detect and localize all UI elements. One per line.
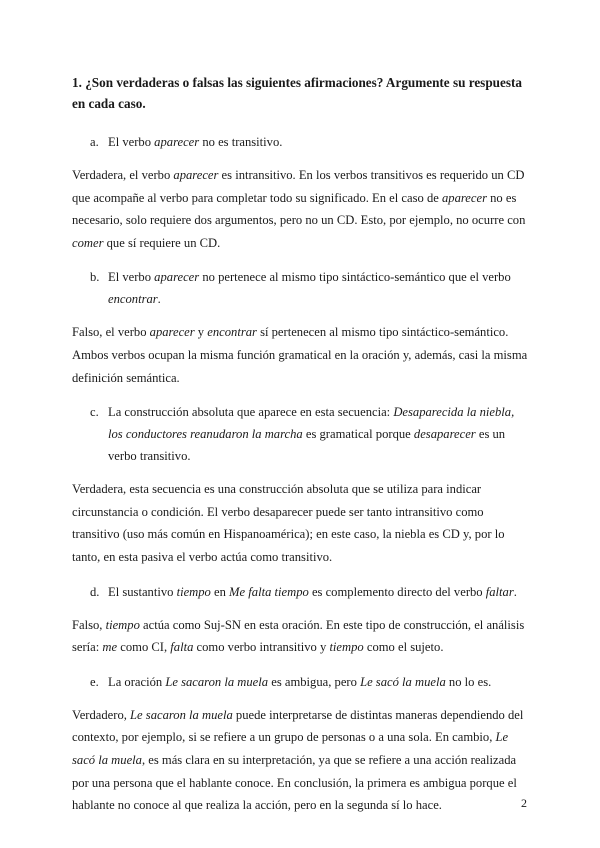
- text-run: es complemento directo del verbo: [308, 584, 486, 599]
- text-run: La construcción absoluta que aparece en esta secuencia:: [108, 405, 394, 420]
- statement-item: [72, 671, 530, 693]
- text-run: Verdadera, esta secuencia es una construcción absoluta que se utiliza para indicar circunstancia o condición. El verbo desaparecer puede ser tanto intransitivo como transitivo (uso más común en Hispanoamérica); en este caso, la niebla es CD y, por lo tanto, en esta pasiva el verbo actúa como transitivo.: [72, 482, 505, 564]
- text-run: puede interpretarse de distintas maneras dependiendo del contexto, por ejemplo, si se refiere a un grupo de personas o a una sola. En cambio,: [72, 707, 524, 745]
- text-run: sí pertenecen al mismo tipo sintáctico-semántico. Ambos verbos ocupan la misma función gramatical en la oración y, además, casi la misma definición semántica.: [72, 325, 528, 385]
- italic-term: falta: [170, 640, 194, 655]
- text-run: en: [210, 584, 230, 599]
- text-run: Falso,: [72, 617, 106, 632]
- italic-term: Desaparecida la niebla, los conductores reanudaron la marcha: [108, 405, 515, 442]
- italic-term: Le sacaron la muela: [130, 707, 233, 722]
- italic-term: faltar: [485, 584, 514, 599]
- text-run: , es más clara en su interpretación, ya que se refiere a una acción realizada por una persona que el hablante conoce. En conclusión, la primera es ambigua porque el hablante no conoce al que realiza la acción, pero en la segunda sí lo hace.: [72, 752, 517, 813]
- text-run: Falso, el verbo: [72, 325, 150, 340]
- statement-text: [108, 581, 530, 603]
- italic-term: tiempo: [176, 584, 211, 599]
- statement-text: [108, 671, 530, 693]
- text-run: Verdadera, el verbo: [72, 168, 174, 182]
- statement-item: [72, 131, 530, 153]
- statement-text: [108, 401, 530, 467]
- italic-term: Me falta tiempo: [229, 584, 309, 599]
- italic-term: Le sacó la muela: [72, 730, 509, 767]
- answer-paragraph: [72, 614, 530, 659]
- answer-paragraph: [72, 321, 530, 389]
- text-run: El verbo: [108, 135, 155, 149]
- italic-term: me: [102, 640, 118, 655]
- italic-term: aparecer: [154, 270, 200, 285]
- list-marker: d.: [90, 584, 100, 599]
- answer-paragraph: [72, 164, 530, 254]
- list-marker: e.: [90, 674, 99, 689]
- document-body: [72, 131, 530, 817]
- italic-term: aparecer: [154, 135, 200, 149]
- page-number: 2: [521, 796, 527, 810]
- list-marker: b.: [90, 270, 100, 285]
- text-run: es ambigua, pero: [268, 674, 361, 689]
- italic-term: encontrar: [207, 325, 257, 340]
- text-run: no es transitivo.: [199, 135, 283, 149]
- text-run: El verbo: [108, 270, 155, 285]
- answer-paragraph: [72, 704, 530, 817]
- text-run: es gramatical porque: [302, 427, 414, 442]
- text-run: no lo es.: [445, 674, 492, 689]
- document-page: [72, 72, 530, 817]
- text-run: La oración: [108, 674, 166, 689]
- text-run: como verbo intransitivo y: [193, 640, 330, 655]
- italic-term: tiempo: [329, 640, 364, 655]
- question-heading: 1. ¿Son verdaderas o falsas las siguientes afirmaciones? Argumente su respuesta en cada caso.: [72, 75, 522, 111]
- text-run: actúa como Suj-SN en esta oración. En este tipo de construcción, el análisis sería:: [72, 617, 525, 655]
- text-run: no pertenece al mismo tipo sintáctico-semántico que el verbo: [199, 270, 511, 285]
- text-run: y: [194, 325, 208, 340]
- italic-term: aparecer: [149, 325, 195, 340]
- statement-item: [72, 581, 530, 603]
- statement-text: [108, 131, 530, 153]
- text-run: es intransitivo. En los verbos transitivos es requerido un CD que acompañe al verbo para completar todo su significado. En el caso de: [72, 168, 525, 205]
- list-marker: c.: [90, 405, 99, 420]
- italic-term: aparecer: [441, 190, 487, 205]
- text-run: .: [513, 584, 517, 599]
- text-run: El sustantivo: [108, 584, 177, 599]
- italic-term: aparecer: [173, 168, 219, 182]
- text-run: es un verbo transitivo.: [108, 427, 506, 464]
- text-run: como el sujeto.: [363, 640, 444, 655]
- italic-term: Le sacaron la muela: [165, 674, 269, 689]
- text-run: Verdadero,: [72, 707, 131, 722]
- italic-term: comer: [72, 235, 104, 250]
- text-run: que sí requiere un CD.: [103, 235, 221, 250]
- text-run: no es necesario, solo requiere dos argumentos, pero no un CD. Esto, por ejemplo, no ocurre con: [72, 190, 526, 228]
- italic-term: encontrar: [108, 292, 158, 307]
- italic-term: desaparecer: [413, 427, 476, 442]
- answer-paragraph: [72, 478, 530, 568]
- italic-term: tiempo: [105, 617, 140, 632]
- italic-term: Le sacó la muela: [360, 674, 446, 689]
- list-marker: a.: [90, 135, 99, 149]
- text-run: como CI,: [117, 640, 171, 655]
- statement-text: [108, 266, 530, 310]
- statement-item: [72, 266, 530, 310]
- text-run: .: [157, 292, 161, 307]
- statement-item: [72, 401, 530, 467]
